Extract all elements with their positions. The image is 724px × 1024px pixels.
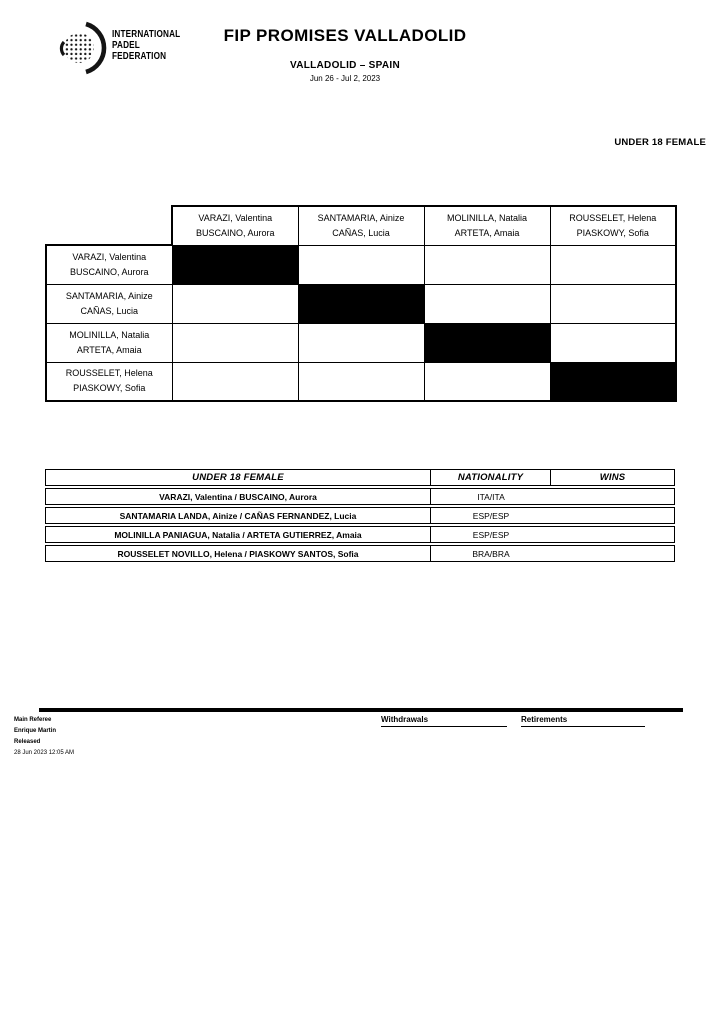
team-player-2: BUSCAINO, Aurora bbox=[195, 227, 275, 238]
team-player-1: VARAZI, Valentina bbox=[198, 212, 273, 223]
matrix-row-header bbox=[46, 323, 172, 362]
matrix-result-cell bbox=[172, 323, 298, 362]
team-wins bbox=[551, 527, 674, 542]
round-robin-matrix bbox=[45, 205, 677, 402]
team-names: VARAZI, Valentina / BUSCAINO, Aurora bbox=[46, 489, 431, 504]
team-player-2: PIASKOWY, Sofia bbox=[576, 227, 649, 238]
team-nationality: BRA/BRA bbox=[472, 548, 510, 559]
standings-row bbox=[45, 526, 675, 543]
matrix-result-cell bbox=[550, 323, 676, 362]
matrix-self-cell bbox=[298, 284, 424, 323]
matrix-row bbox=[46, 284, 676, 323]
team-player-1: ROUSSELET, Helena bbox=[65, 368, 153, 379]
matrix-row bbox=[46, 245, 676, 284]
matrix-result-cell bbox=[550, 284, 676, 323]
standings-row bbox=[45, 545, 675, 562]
standings-header-row bbox=[45, 469, 675, 486]
matrix-header-row bbox=[46, 206, 676, 245]
team-player-2: CAÑAS, Lucia bbox=[332, 227, 390, 238]
matrix-row bbox=[46, 362, 676, 401]
matrix-result-cell bbox=[424, 245, 550, 284]
matrix-row-header bbox=[46, 245, 172, 284]
matrix-row-header bbox=[46, 284, 172, 323]
team-names: ROUSSELET NOVILLO, Helena / PIASKOWY SANTOS, Sofia bbox=[46, 546, 431, 561]
released-date: 28 Jun 2023 12:05 AM bbox=[14, 750, 75, 756]
fip-logo-icon bbox=[56, 20, 108, 76]
team-names: MOLINILLA PANIAGUA, Natalia / ARTETA GUTIERREZ, Amaia bbox=[46, 527, 431, 542]
team-player-1: VARAZI, Valentina bbox=[72, 251, 147, 262]
logo-line-1: INTERNATIONAL bbox=[112, 28, 181, 40]
matrix-result-cell bbox=[172, 284, 298, 323]
tournament-dates: Jun 26 - Jul 2, 2023 bbox=[309, 74, 381, 83]
matrix-col-header bbox=[550, 206, 676, 245]
team-player-2: ARTETA, Amaia bbox=[454, 227, 520, 238]
team-wins bbox=[551, 489, 674, 504]
team-player-1: MOLINILLA, Natalia bbox=[69, 329, 150, 340]
logo-line-2: PADEL bbox=[112, 38, 140, 51]
retirements-label: Retirements bbox=[521, 715, 645, 727]
team-nationality: ESP/ESP bbox=[472, 529, 510, 540]
wins-header: WINS bbox=[599, 472, 626, 483]
team-player-1: SANTAMARIA, Ainize bbox=[317, 212, 405, 223]
logo-line-3: FEDERATION bbox=[112, 49, 167, 62]
matrix-corner-cell bbox=[46, 206, 172, 245]
withdrawals-label: Withdrawals bbox=[381, 715, 507, 727]
team-player-2: ARTETA, Amaia bbox=[76, 344, 142, 355]
team-wins bbox=[551, 508, 674, 523]
nationality-header: NATIONALITY bbox=[431, 470, 551, 485]
matrix-result-cell bbox=[298, 245, 424, 284]
team-player-1: ROUSSELET, Helena bbox=[569, 212, 657, 223]
referee-label: Main Referee bbox=[14, 717, 52, 723]
tournament-title: FIP PROMISES VALLADOLID bbox=[223, 26, 467, 45]
team-player-2: CAÑAS, Lucia bbox=[80, 305, 139, 316]
tournament-location: VALLADOLID – SPAIN bbox=[289, 60, 401, 71]
standings-title: UNDER 18 FEMALE bbox=[46, 470, 431, 485]
footer-divider-bar bbox=[39, 708, 683, 712]
team-player-1: MOLINILLA, Natalia bbox=[446, 212, 528, 223]
matrix-result-cell bbox=[550, 245, 676, 284]
referee-block bbox=[14, 715, 74, 759]
category-label: UNDER 18 FEMALE bbox=[614, 137, 706, 148]
referee-name: Enrique Martin bbox=[14, 728, 57, 734]
matrix-self-cell bbox=[424, 323, 550, 362]
matrix-self-cell bbox=[550, 362, 676, 401]
matrix-col-header bbox=[172, 206, 298, 245]
standings-row bbox=[45, 488, 675, 505]
matrix-col-header bbox=[298, 206, 424, 245]
matrix-result-cell bbox=[172, 362, 298, 401]
team-nationality: ESP/ESP bbox=[472, 510, 510, 521]
team-player-2: BUSCAINO, Aurora bbox=[69, 266, 149, 277]
team-player-1: SANTAMARIA, Ainize bbox=[65, 290, 153, 301]
matrix-row bbox=[46, 323, 676, 362]
team-wins bbox=[551, 546, 674, 561]
team-names: SANTAMARIA LANDA, Ainize / CAÑAS FERNANDEZ, Lucia bbox=[46, 508, 431, 523]
matrix-result-cell bbox=[424, 362, 550, 401]
matrix-result-cell bbox=[298, 362, 424, 401]
matrix-result-cell bbox=[298, 323, 424, 362]
matrix-self-cell bbox=[172, 245, 298, 284]
title-block bbox=[145, 26, 545, 83]
team-player-2: PIASKOWY, Sofia bbox=[73, 383, 146, 394]
team-nationality: ITA/ITA bbox=[477, 491, 505, 502]
standings-table bbox=[45, 469, 675, 564]
matrix-col-header bbox=[424, 206, 550, 245]
released-label: Released bbox=[14, 739, 41, 745]
matrix-result-cell bbox=[424, 284, 550, 323]
matrix-row-header bbox=[46, 362, 172, 401]
standings-row bbox=[45, 507, 675, 524]
